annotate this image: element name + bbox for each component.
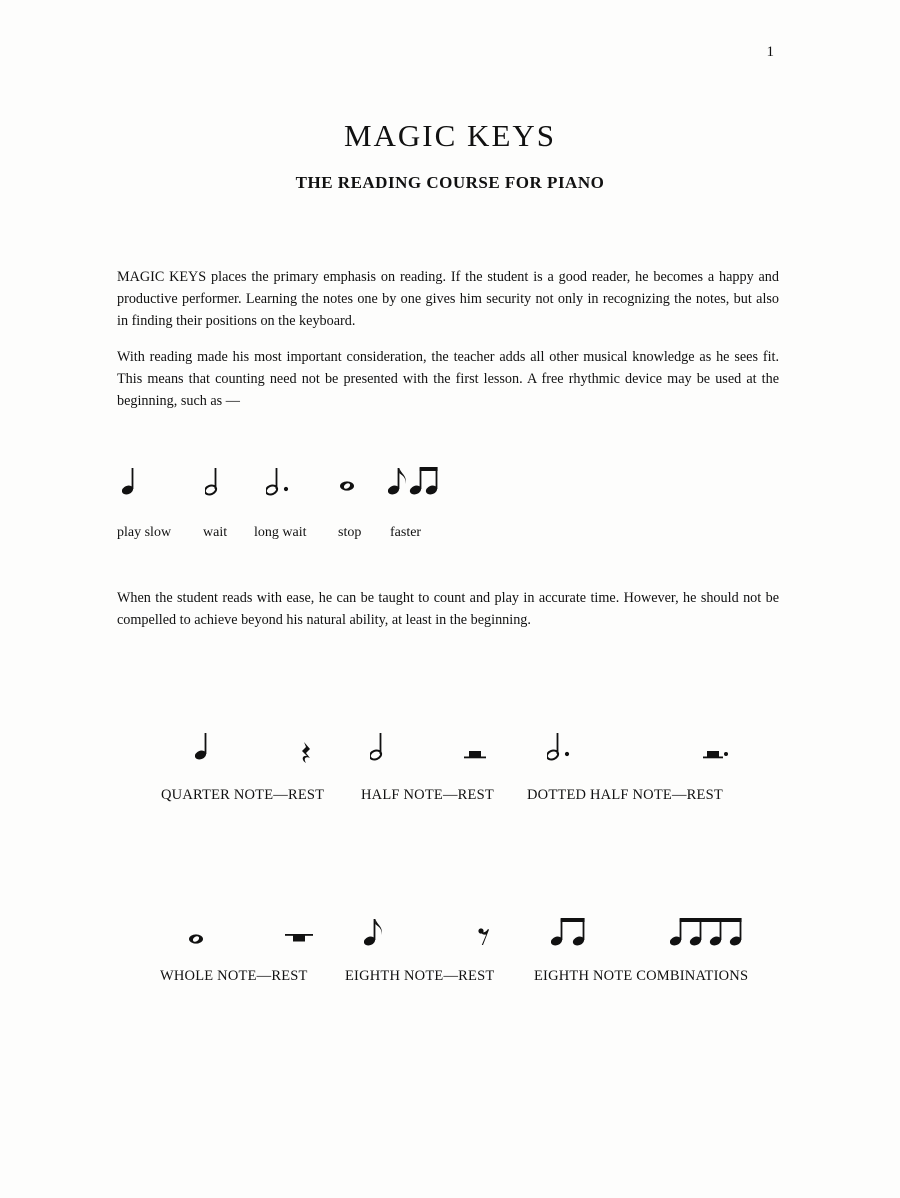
page-title: MAGIC KEYS [343,118,557,153]
whole-note-icon [189,933,205,946]
rhythm-label-faster: faster [390,525,422,540]
eighth-note-group-icon [388,466,444,496]
rhythm-label-stop: stop [338,525,362,540]
counting-paragraph: When the student reads with ease, he can be taught to count and play in accurate time. However, he should not be compelled to achieve beyond his natural ability, at least in the beginning. [117,590,779,628]
whole-rest-icon [285,932,313,944]
rhythm-label-long-wait: long wait [254,525,307,540]
beamed-eighth-quad-icon [670,917,750,947]
half-rest-icon [464,750,486,762]
dotted-half-note-icon [547,733,573,761]
rhythm-label-wait: wait [203,525,228,540]
caption-whole-note-rest: WHOLE NOTE—REST [160,968,308,984]
reading-paragraph: With reading made his most important consideration, the teacher adds all other musical knowledge as he sees fit. This means that counting need not be presented with the first lesson. A free rhythmic device may be used at the beginning, such as — [117,349,779,409]
quarter-note-icon [195,733,211,761]
page-number: 1 [766,44,774,60]
dotted-half-rest-icon [703,750,729,762]
quarter-note-icon [122,468,138,496]
page-subtitle: THE READING COURSE FOR PIANO [295,173,605,192]
beamed-eighth-pair-icon [551,917,589,947]
caption-eighth-note-rest: EIGHTH NOTE—REST [345,968,495,984]
intro-paragraph: MAGIC KEYS places the primary emphasis on reading. If the student is a good reader, he becomes a happy and productive performer. Learning the notes one by one gives him security not only in recognizing the notes, but also in finding their positions on the keyboard. [117,269,779,329]
eighth-rest-icon [478,928,490,946]
rhythm-label-play-slow: play slow [117,525,172,540]
half-note-icon [370,733,386,761]
caption-half-note-rest: HALF NOTE—REST [361,787,494,803]
half-note-icon [205,468,221,496]
dotted-half-note-icon [266,468,292,496]
whole-note-icon [340,480,356,493]
caption-eighth-note-combinations: EIGHTH NOTE COMBINATIONS [534,968,749,984]
caption-dotted-half-note-rest: DOTTED HALF NOTE—REST [527,787,723,803]
caption-quarter-note-rest: QUARTER NOTE—REST [161,787,325,803]
eighth-note-icon [364,917,386,947]
quarter-rest-icon [300,741,314,765]
